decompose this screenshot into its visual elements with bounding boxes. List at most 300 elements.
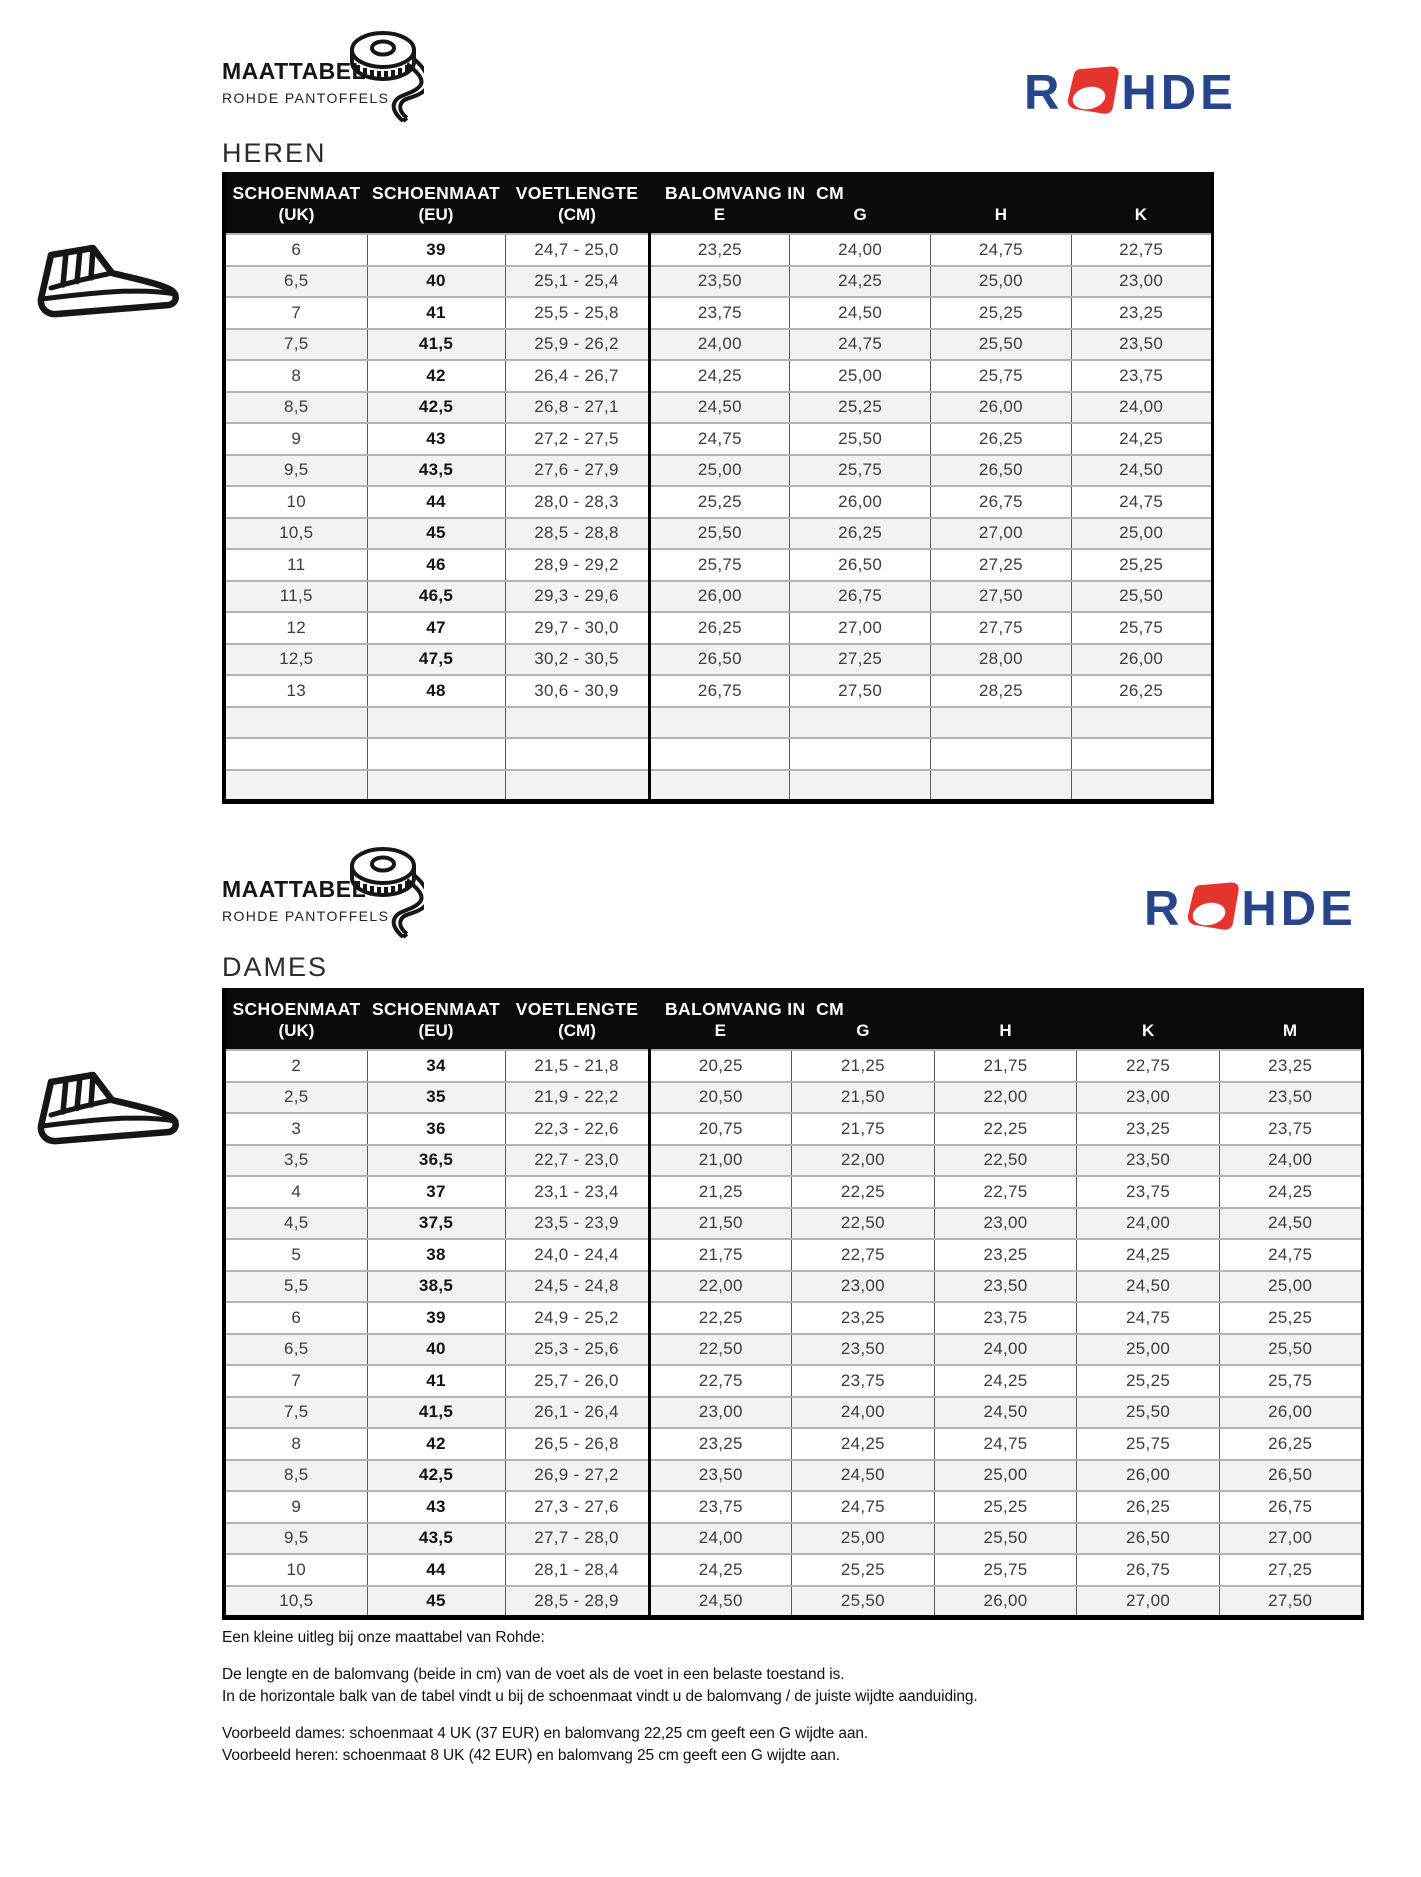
column-header: H bbox=[931, 205, 1072, 234]
size-cell: 26,75 bbox=[1077, 1554, 1220, 1586]
size-cell: 21,25 bbox=[792, 1050, 935, 1082]
size-cell: 23,50 bbox=[649, 266, 790, 298]
size-cell: 39 bbox=[367, 1302, 505, 1334]
size-cell: 21,25 bbox=[649, 1176, 792, 1208]
size-cell: 29,7 - 30,0 bbox=[505, 612, 649, 644]
size-cell: 24,00 bbox=[934, 1334, 1077, 1366]
size-cell: 26,5 - 26,8 bbox=[505, 1428, 649, 1460]
size-cell: 26,25 bbox=[649, 612, 790, 644]
size-cell: 26,50 bbox=[931, 455, 1072, 487]
column-header: G bbox=[792, 1021, 935, 1050]
measuring-tape-icon bbox=[344, 24, 424, 124]
size-cell: 26,1 - 26,4 bbox=[505, 1397, 649, 1429]
size-cell: 22,50 bbox=[792, 1208, 935, 1240]
size-cell bbox=[505, 770, 649, 802]
size-cell: 25,00 bbox=[1077, 1334, 1220, 1366]
size-cell: 25,25 bbox=[649, 486, 790, 518]
logo-title: MAATTABEL bbox=[222, 58, 367, 84]
column-header: BALOMVANG IN CM bbox=[649, 172, 1212, 205]
size-cell: 22,75 bbox=[649, 1365, 792, 1397]
size-cell: 25,75 bbox=[931, 360, 1072, 392]
size-cell: 10 bbox=[224, 1554, 367, 1586]
size-cell: 41,5 bbox=[367, 1397, 505, 1429]
size-cell: 24,25 bbox=[1077, 1239, 1220, 1271]
size-cell bbox=[224, 707, 367, 739]
size-cell: 23,00 bbox=[792, 1271, 935, 1303]
size-cell: 7 bbox=[224, 1365, 367, 1397]
column-header: K bbox=[1077, 1021, 1220, 1050]
size-cell: 29,3 - 29,6 bbox=[505, 581, 649, 613]
size-cell: 24,9 - 25,2 bbox=[505, 1302, 649, 1334]
size-cell: 22,00 bbox=[934, 1082, 1077, 1114]
size-cell: 27,50 bbox=[1219, 1586, 1362, 1618]
size-cell: 27,50 bbox=[931, 581, 1072, 613]
size-cell: 22,75 bbox=[1071, 234, 1212, 266]
size-cell: 11 bbox=[224, 549, 367, 581]
size-cell: 25,25 bbox=[934, 1491, 1077, 1523]
size-cell: 38,5 bbox=[367, 1271, 505, 1303]
table-row bbox=[224, 518, 1212, 550]
size-cell: 7,5 bbox=[224, 1397, 367, 1429]
footer-body1: De lengte en de balomvang (beide in cm) van de voet als de voet in een belaste toestand is. bbox=[222, 1666, 845, 1683]
size-cell: 27,3 - 27,6 bbox=[505, 1491, 649, 1523]
size-cell: 9 bbox=[224, 423, 367, 455]
size-cell: 23,50 bbox=[1071, 329, 1212, 361]
table-row bbox=[224, 266, 1212, 298]
size-cell bbox=[367, 707, 505, 739]
size-cell: 25,50 bbox=[792, 1586, 935, 1618]
table-row bbox=[224, 644, 1212, 676]
size-cell: 12,5 bbox=[224, 644, 367, 676]
size-cell: 5 bbox=[224, 1239, 367, 1271]
table-row bbox=[224, 675, 1212, 707]
column-header: SCHOENMAAT bbox=[224, 988, 367, 1021]
size-cell: 23,50 bbox=[649, 1460, 792, 1492]
size-cell: 23,00 bbox=[649, 1397, 792, 1429]
size-cell: 6 bbox=[224, 234, 367, 266]
size-cell: 22,50 bbox=[649, 1334, 792, 1366]
size-cell: 22,50 bbox=[934, 1145, 1077, 1177]
table-row bbox=[224, 1491, 1362, 1523]
size-cell: 44 bbox=[367, 486, 505, 518]
size-cell: 26,00 bbox=[1077, 1460, 1220, 1492]
size-cell: 25,75 bbox=[1077, 1428, 1220, 1460]
size-cell: 39 bbox=[367, 234, 505, 266]
size-cell: 25,00 bbox=[931, 266, 1072, 298]
size-cell: 20,25 bbox=[649, 1050, 792, 1082]
size-cell: 7 bbox=[224, 297, 367, 329]
size-cell bbox=[649, 738, 790, 770]
size-cell: 25,25 bbox=[1077, 1365, 1220, 1397]
rohde-o-icon bbox=[1187, 882, 1239, 937]
size-cell: 10,5 bbox=[224, 518, 367, 550]
size-cell: 23,5 - 23,9 bbox=[505, 1208, 649, 1240]
size-cell: 25,00 bbox=[792, 1523, 935, 1555]
rohde-letters-hde: HDE bbox=[1241, 882, 1357, 936]
size-cell: 26,25 bbox=[790, 518, 931, 550]
size-cell: 21,75 bbox=[792, 1113, 935, 1145]
table-row bbox=[224, 1302, 1362, 1334]
table-row bbox=[224, 1460, 1362, 1492]
size-cell: 23,00 bbox=[1071, 266, 1212, 298]
size-cell: 25,1 - 25,4 bbox=[505, 266, 649, 298]
size-cell: 28,25 bbox=[931, 675, 1072, 707]
size-cell: 28,0 - 28,3 bbox=[505, 486, 649, 518]
size-cell: 23,25 bbox=[1219, 1050, 1362, 1082]
measuring-tape-icon bbox=[344, 840, 424, 940]
column-header: (UK) bbox=[224, 1021, 367, 1050]
size-cell: 24,75 bbox=[1077, 1302, 1220, 1334]
size-cell: 9,5 bbox=[224, 455, 367, 487]
dames-size-table bbox=[222, 988, 1364, 1620]
size-cell: 24,00 bbox=[790, 234, 931, 266]
size-cell: 26,00 bbox=[1071, 644, 1212, 676]
size-cell: 26,75 bbox=[649, 675, 790, 707]
size-cell: 3,5 bbox=[224, 1145, 367, 1177]
table-row bbox=[224, 738, 1212, 770]
table-row bbox=[224, 1334, 1362, 1366]
size-cell: 25,50 bbox=[1219, 1334, 1362, 1366]
size-cell: 24,50 bbox=[792, 1460, 935, 1492]
size-cell: 23,00 bbox=[934, 1208, 1077, 1240]
size-cell: 24,25 bbox=[792, 1428, 935, 1460]
table-row bbox=[224, 1523, 1362, 1555]
size-cell: 47,5 bbox=[367, 644, 505, 676]
size-cell: 26,00 bbox=[1219, 1397, 1362, 1429]
size-cell: 2,5 bbox=[224, 1082, 367, 1114]
size-cell: 24,25 bbox=[1071, 423, 1212, 455]
footer-intro: Een kleine uitleg bij onze maattabel van Rohde: bbox=[222, 1629, 545, 1646]
size-cell: 22,25 bbox=[649, 1302, 792, 1334]
footer-body2: In de horizontale balk van de tabel vindt u bij de schoenmaat vindt u de balomvang / de juiste wijdte aanduiding. bbox=[222, 1688, 978, 1705]
size-cell: 41 bbox=[367, 1365, 505, 1397]
size-cell: 25,3 - 25,6 bbox=[505, 1334, 649, 1366]
size-cell: 22,25 bbox=[792, 1176, 935, 1208]
size-cell: 21,75 bbox=[934, 1050, 1077, 1082]
column-header: (EU) bbox=[367, 1021, 505, 1050]
size-cell: 35 bbox=[367, 1082, 505, 1114]
size-cell: 23,75 bbox=[1071, 360, 1212, 392]
size-cell bbox=[505, 707, 649, 739]
size-cell: 24,00 bbox=[649, 329, 790, 361]
size-cell: 8,5 bbox=[224, 392, 367, 424]
size-cell: 28,5 - 28,9 bbox=[505, 1586, 649, 1618]
size-cell: 47 bbox=[367, 612, 505, 644]
size-cell bbox=[790, 738, 931, 770]
size-cell: 40 bbox=[367, 1334, 505, 1366]
size-cell: 4,5 bbox=[224, 1208, 367, 1240]
size-cell bbox=[649, 707, 790, 739]
size-cell: 6,5 bbox=[224, 266, 367, 298]
size-cell: 46 bbox=[367, 549, 505, 581]
size-cell: 27,00 bbox=[790, 612, 931, 644]
table-row bbox=[224, 1113, 1362, 1145]
table-row bbox=[224, 1428, 1362, 1460]
table-row bbox=[224, 612, 1212, 644]
size-cell: 36,5 bbox=[367, 1145, 505, 1177]
size-cell: 12 bbox=[224, 612, 367, 644]
size-cell: 41,5 bbox=[367, 329, 505, 361]
table-row bbox=[224, 486, 1212, 518]
table-row bbox=[224, 1145, 1362, 1177]
size-cell: 28,1 - 28,4 bbox=[505, 1554, 649, 1586]
size-cell bbox=[224, 770, 367, 802]
table-row bbox=[224, 1397, 1362, 1429]
size-cell: 23,00 bbox=[1077, 1082, 1220, 1114]
size-cell: 26,75 bbox=[1219, 1491, 1362, 1523]
size-cell: 22,25 bbox=[934, 1113, 1077, 1145]
slipper-icon-heren bbox=[30, 243, 180, 327]
size-cell: 25,5 - 25,8 bbox=[505, 297, 649, 329]
size-cell bbox=[649, 770, 790, 802]
size-cell: 24,25 bbox=[934, 1365, 1077, 1397]
size-cell: 22,7 - 23,0 bbox=[505, 1145, 649, 1177]
column-header: H bbox=[934, 1021, 1077, 1050]
size-cell: 26,75 bbox=[931, 486, 1072, 518]
column-header: E bbox=[649, 1021, 792, 1050]
size-cell: 24,25 bbox=[649, 360, 790, 392]
size-cell: 22,75 bbox=[1077, 1050, 1220, 1082]
size-cell: 11,5 bbox=[224, 581, 367, 613]
size-cell: 41 bbox=[367, 297, 505, 329]
size-cell: 25,25 bbox=[931, 297, 1072, 329]
heren-size-table bbox=[222, 172, 1214, 804]
size-cell: 37 bbox=[367, 1176, 505, 1208]
size-cell: 24,50 bbox=[649, 1586, 792, 1618]
table-row bbox=[224, 707, 1212, 739]
size-cell: 26,9 - 27,2 bbox=[505, 1460, 649, 1492]
size-cell: 9 bbox=[224, 1491, 367, 1523]
size-cell: 6 bbox=[224, 1302, 367, 1334]
size-cell: 24,00 bbox=[1071, 392, 1212, 424]
size-cell: 30,2 - 30,5 bbox=[505, 644, 649, 676]
size-cell: 38 bbox=[367, 1239, 505, 1271]
size-cell: 23,75 bbox=[1077, 1176, 1220, 1208]
size-cell: 34 bbox=[367, 1050, 505, 1082]
size-cell: 27,25 bbox=[790, 644, 931, 676]
size-cell: 22,75 bbox=[792, 1239, 935, 1271]
size-cell: 21,50 bbox=[792, 1082, 935, 1114]
size-cell: 24,00 bbox=[1077, 1208, 1220, 1240]
size-cell: 5,5 bbox=[224, 1271, 367, 1303]
size-cell: 45 bbox=[367, 518, 505, 550]
table-row bbox=[224, 234, 1212, 266]
size-cell: 20,50 bbox=[649, 1082, 792, 1114]
size-cell: 27,75 bbox=[931, 612, 1072, 644]
size-cell: 26,25 bbox=[1071, 675, 1212, 707]
size-cell: 24,00 bbox=[649, 1523, 792, 1555]
size-cell: 30,6 - 30,9 bbox=[505, 675, 649, 707]
size-cell: 23,75 bbox=[649, 297, 790, 329]
size-cell: 22,00 bbox=[792, 1145, 935, 1177]
size-cell: 25,00 bbox=[649, 455, 790, 487]
column-header: SCHOENMAAT bbox=[367, 172, 505, 205]
size-cell: 7,5 bbox=[224, 329, 367, 361]
size-cell: 24,50 bbox=[1077, 1271, 1220, 1303]
size-cell bbox=[505, 738, 649, 770]
size-cell: 26,00 bbox=[931, 392, 1072, 424]
size-cell: 25,50 bbox=[931, 329, 1072, 361]
size-cell: 24,75 bbox=[649, 423, 790, 455]
size-cell: 24,50 bbox=[1219, 1208, 1362, 1240]
size-cell: 25,25 bbox=[1219, 1302, 1362, 1334]
size-cell: 24,25 bbox=[649, 1554, 792, 1586]
size-cell: 2 bbox=[224, 1050, 367, 1082]
size-cell: 25,50 bbox=[1071, 581, 1212, 613]
size-cell: 24,50 bbox=[934, 1397, 1077, 1429]
footer-example-heren: Voorbeeld heren: schoenmaat 8 UK (42 EUR) en balomvang 25 cm geeft een G wijdte aan. bbox=[222, 1747, 840, 1764]
size-cell bbox=[367, 738, 505, 770]
column-header: M bbox=[1219, 1021, 1362, 1050]
size-cell: 26,50 bbox=[1219, 1460, 1362, 1492]
size-cell: 4 bbox=[224, 1176, 367, 1208]
size-cell: 26,00 bbox=[790, 486, 931, 518]
size-cell: 21,75 bbox=[649, 1239, 792, 1271]
column-header: E bbox=[649, 205, 790, 234]
size-cell: 24,50 bbox=[1071, 455, 1212, 487]
column-header: SCHOENMAAT bbox=[367, 988, 505, 1021]
size-cell: 26,25 bbox=[1219, 1428, 1362, 1460]
size-cell: 25,00 bbox=[1071, 518, 1212, 550]
size-cell: 24,0 - 24,4 bbox=[505, 1239, 649, 1271]
size-cell: 25,50 bbox=[790, 423, 931, 455]
column-header: K bbox=[1071, 205, 1212, 234]
size-cell: 25,00 bbox=[1219, 1271, 1362, 1303]
size-cell: 23,25 bbox=[1077, 1113, 1220, 1145]
size-cell: 21,50 bbox=[649, 1208, 792, 1240]
size-cell: 26,00 bbox=[649, 581, 790, 613]
size-cell: 28,5 - 28,8 bbox=[505, 518, 649, 550]
size-cell: 27,6 - 27,9 bbox=[505, 455, 649, 487]
size-cell: 26,00 bbox=[934, 1586, 1077, 1618]
size-cell: 27,25 bbox=[931, 549, 1072, 581]
column-header: BALOMVANG IN CM bbox=[649, 988, 1362, 1021]
size-cell: 9,5 bbox=[224, 1523, 367, 1555]
size-cell: 23,75 bbox=[934, 1302, 1077, 1334]
size-cell: 22,75 bbox=[934, 1176, 1077, 1208]
size-cell: 23,25 bbox=[649, 234, 790, 266]
size-cell: 25,50 bbox=[1077, 1397, 1220, 1429]
size-cell: 26,25 bbox=[1077, 1491, 1220, 1523]
size-cell: 23,25 bbox=[1071, 297, 1212, 329]
size-cell: 24,75 bbox=[934, 1428, 1077, 1460]
section-title-dames: DAMES bbox=[222, 952, 329, 982]
size-cell: 36 bbox=[367, 1113, 505, 1145]
table-row bbox=[224, 549, 1212, 581]
rohde-logo bbox=[1144, 882, 1357, 937]
size-cell: 10,5 bbox=[224, 1586, 367, 1618]
size-cell: 23,1 - 23,4 bbox=[505, 1176, 649, 1208]
size-cell: 24,00 bbox=[792, 1397, 935, 1429]
size-cell: 13 bbox=[224, 675, 367, 707]
table-row bbox=[224, 581, 1212, 613]
size-cell: 25,75 bbox=[1219, 1365, 1362, 1397]
rohde-letter-r: R bbox=[1144, 882, 1184, 936]
size-cell: 20,75 bbox=[649, 1113, 792, 1145]
size-cell: 23,50 bbox=[792, 1334, 935, 1366]
size-cell: 45 bbox=[367, 1586, 505, 1618]
slipper-icon-dames bbox=[30, 1070, 180, 1154]
size-cell: 25,25 bbox=[790, 392, 931, 424]
column-header: (EU) bbox=[367, 205, 505, 234]
table-row bbox=[224, 455, 1212, 487]
size-cell: 26,4 - 26,7 bbox=[505, 360, 649, 392]
rohde-logo bbox=[1024, 66, 1237, 121]
size-cell: 24,75 bbox=[792, 1491, 935, 1523]
size-cell bbox=[931, 738, 1072, 770]
rohde-letters-hde: HDE bbox=[1121, 66, 1237, 120]
size-cell: 10 bbox=[224, 486, 367, 518]
size-cell: 27,50 bbox=[790, 675, 931, 707]
size-cell: 21,5 - 21,8 bbox=[505, 1050, 649, 1082]
size-cell: 46,5 bbox=[367, 581, 505, 613]
size-cell: 43,5 bbox=[367, 455, 505, 487]
logo-subtitle: ROHDE PANTOFFELS bbox=[222, 90, 390, 106]
size-cell: 42,5 bbox=[367, 1460, 505, 1492]
size-cell bbox=[367, 770, 505, 802]
size-cell: 25,7 - 26,0 bbox=[505, 1365, 649, 1397]
column-header: VOETLENGTE bbox=[505, 988, 649, 1021]
table-row bbox=[224, 1239, 1362, 1271]
size-cell: 22,3 - 22,6 bbox=[505, 1113, 649, 1145]
size-cell: 26,8 - 27,1 bbox=[505, 392, 649, 424]
size-cell: 27,00 bbox=[1219, 1523, 1362, 1555]
size-cell: 25,00 bbox=[934, 1460, 1077, 1492]
size-cell: 24,75 bbox=[1071, 486, 1212, 518]
size-cell: 42 bbox=[367, 1428, 505, 1460]
size-cell: 44 bbox=[367, 1554, 505, 1586]
size-cell: 42,5 bbox=[367, 392, 505, 424]
size-cell: 28,9 - 29,2 bbox=[505, 549, 649, 581]
size-cell: 26,75 bbox=[790, 581, 931, 613]
table-row bbox=[224, 297, 1212, 329]
size-cell: 25,75 bbox=[934, 1554, 1077, 1586]
size-cell: 3 bbox=[224, 1113, 367, 1145]
size-cell: 23,25 bbox=[792, 1302, 935, 1334]
table-row bbox=[224, 1271, 1362, 1303]
logo-title: MAATTABEL bbox=[222, 876, 367, 902]
table-row bbox=[224, 1586, 1362, 1618]
size-cell: 24,50 bbox=[649, 392, 790, 424]
size-cell: 21,00 bbox=[649, 1145, 792, 1177]
size-cell: 24,75 bbox=[790, 329, 931, 361]
size-cell: 24,25 bbox=[1219, 1176, 1362, 1208]
size-cell: 8,5 bbox=[224, 1460, 367, 1492]
size-cell: 25,25 bbox=[792, 1554, 935, 1586]
size-cell: 23,75 bbox=[792, 1365, 935, 1397]
size-cell: 26,50 bbox=[1077, 1523, 1220, 1555]
size-cell: 37,5 bbox=[367, 1208, 505, 1240]
table-row bbox=[224, 1176, 1362, 1208]
table-row bbox=[224, 1082, 1362, 1114]
size-cell: 23,50 bbox=[1077, 1145, 1220, 1177]
size-cell: 42 bbox=[367, 360, 505, 392]
size-cell: 21,9 - 22,2 bbox=[505, 1082, 649, 1114]
size-cell bbox=[931, 770, 1072, 802]
size-cell bbox=[1071, 738, 1212, 770]
column-header: (CM) bbox=[505, 205, 649, 234]
size-cell: 24,25 bbox=[790, 266, 931, 298]
table-row bbox=[224, 1050, 1362, 1082]
size-cell: 48 bbox=[367, 675, 505, 707]
size-cell: 43 bbox=[367, 1491, 505, 1523]
column-header: SCHOENMAAT bbox=[224, 172, 367, 205]
size-cell: 27,25 bbox=[1219, 1554, 1362, 1586]
heren-table-wrap bbox=[222, 172, 1214, 804]
size-cell: 8 bbox=[224, 1428, 367, 1460]
size-cell: 27,00 bbox=[931, 518, 1072, 550]
column-header: G bbox=[790, 205, 931, 234]
